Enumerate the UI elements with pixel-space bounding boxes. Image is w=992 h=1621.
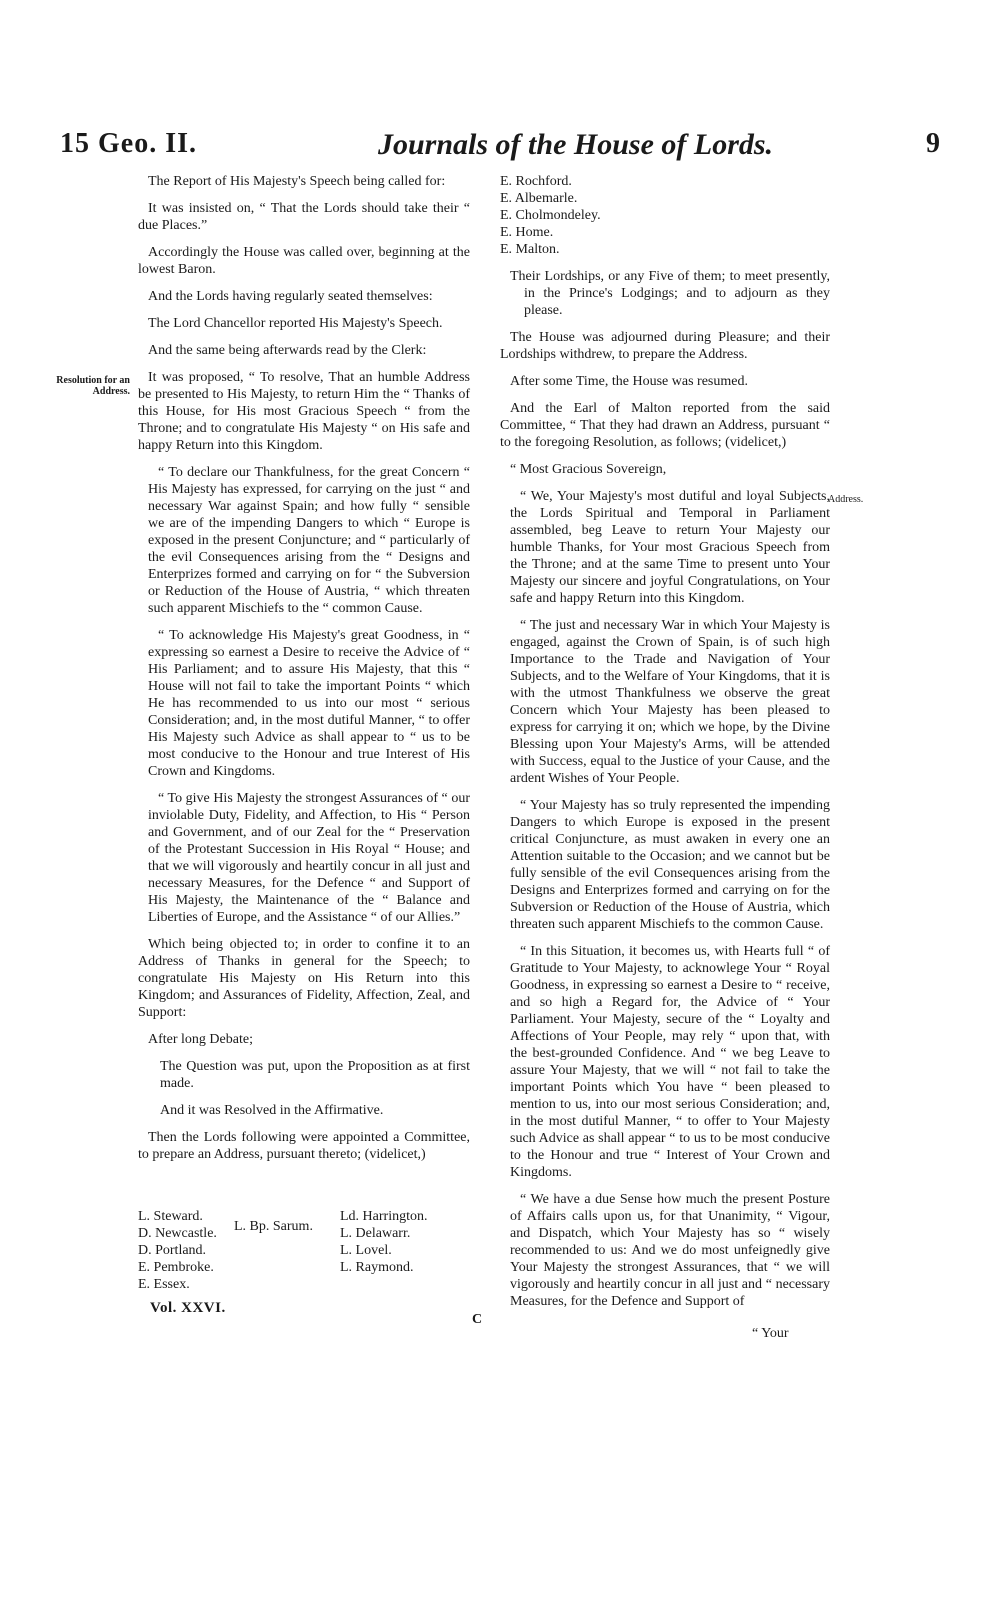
regnal-year: 15 Geo. II. xyxy=(60,128,197,159)
committee-member: E. Albemarle. xyxy=(500,191,578,206)
margin-note-resolution: Resolution for an Address. xyxy=(56,375,130,397)
paragraph: Which being objected to; in order to confine it to an Address of Thanks in general for the Speech; to congratulate His Majesty on His Return into this Kingdom; and Assurances of Fidelity, Affection, Zeal, and Support: xyxy=(138,937,470,1020)
paragraph: And it was Resolved in the Affirmative. xyxy=(160,1103,384,1118)
paragraph: It was insisted on, “ That the Lords should take their “ due Places.” xyxy=(138,201,470,233)
volume-label: Vol. XXVI. xyxy=(150,1300,226,1316)
paragraph: “ We have a due Sense how much the present Posture of Affairs calls upon us, for that Unanimity, “ Vigour, and Dispatch, which Your Majesty has so “ wisely recommended to us: And we do most unfeignedly give Your Majesty the strongest Assurances, that “ we will vigorously and heartily concur in all just and “ necessary Measures, for the Defence and Support of xyxy=(510,1192,830,1309)
paragraph: “ Your Majesty has so truly represented the impending Dangers to which Europe is exposed in the present critical Conjuncture, as must awaken in every one an Attention suitable to the Occasion; and we cannot but be fully sensible of the evil Consequences arising from the Designs and Enterprizes formed and carrying on for the Subversion or Reduction of the House of Austria, which threaten such apparent Mischiefs to the common Cause. xyxy=(510,798,830,932)
page-number: 9 xyxy=(926,128,940,159)
committee-member: E. Malton. xyxy=(500,242,560,257)
paragraph: It was proposed, “ To resolve, That an humble Address be presented to His Majesty, to return Him the “ Thanks of this House, for His most Gracious Speech “ from the Throne; and to congratulate His Majesty “ on His safe and happy Return into this Kingdom. xyxy=(138,370,470,453)
right-column xyxy=(500,173,830,1320)
paragraph: Then the Lords following were appointed a Committee, to prepare an Address, pursuant thereto; (videlicet,) xyxy=(138,1130,470,1162)
committee-member: E. Essex. xyxy=(138,1277,190,1292)
paragraph: And the Earl of Malton reported from the said Committee, “ That they had drawn an Address, pursuant “ to the foregoing Resolution, as follows; (videlicet,) xyxy=(500,401,830,450)
committee-column-2 xyxy=(234,1218,313,1235)
page-title: Journals of the House of Lords. xyxy=(378,128,774,161)
signature-mark: C xyxy=(472,1312,483,1327)
committee-member: E. Home. xyxy=(500,225,554,240)
catchword: “ Your xyxy=(752,1326,789,1341)
paragraph: Accordingly the House was called over, beginning at the lowest Baron. xyxy=(138,245,470,277)
committee-member: E. Pembroke. xyxy=(138,1260,214,1275)
paragraph: “ To acknowledge His Majesty's great Goodness, in “ expressing so earnest a Desire to receive the Advice of “ His Parliament; and to assure His Majesty, that this “ House will not fail to take the important Points “ which He has recommended to us into our most “ serious Consideration; and, in the most dutiful Manner, “ to offer His Majesty such Advice as shall appear to “ us to be most conducive to the Honour and true Interest of His Crown and Kingdoms. xyxy=(148,628,470,779)
paragraph: The House was adjourned during Pleasure; and their Lordships withdrew, to prepare the Address. xyxy=(500,330,830,362)
paragraph: “ To give His Majesty the strongest Assurances of “ our inviolable Duty, Fidelity, and Affection, to His “ Person and Government, and of our Zeal for the “ Preservation of the Protestant Succession in His Royal “ House; and that we will vigorously and heartily concur in all just and necessary Measures, for the Defence “ and Support of His Majesty, the Maintenance of the “ Balance and Liberties of Europe, and the Assistance “ of our Allies.” xyxy=(148,791,470,925)
committee-member: Ld. Harrington. xyxy=(340,1209,428,1224)
committee-member: L. Bp. Sarum. xyxy=(234,1219,313,1234)
paragraph: “ The just and necessary War in which Your Majesty is engaged, against the Crown of Spain, is of such high Importance to the Trade and Navigation of Your Subjects, and to the Welfare of Your Kingdoms, that it is with the utmost Thankfulness we observe the great Concern which Your Majesty has been pleased to express for carrying it on; which we hope, by the Divine Blessing upon Your Majesty's Arms, will be attended with Success, equal to the Justice of your Cause, and the ardent Wishes of Your People. xyxy=(510,618,830,786)
paragraph: And the same being afterwards read by the Clerk: xyxy=(148,343,427,358)
committee-column-1 xyxy=(138,1208,217,1293)
paragraph: The Question was put, upon the Proposition as at first made. xyxy=(160,1059,470,1091)
paragraph: The Report of His Majesty's Speech being called for: xyxy=(148,174,446,189)
committee-member: L. Delawarr. xyxy=(340,1226,411,1241)
committee-member: D. Newcastle. xyxy=(138,1226,217,1241)
committee-member: E. Rochford. xyxy=(500,174,572,189)
earls-list xyxy=(500,173,830,258)
paragraph: Their Lordships, or any Five of them; to meet presently, in the Prince's Lodgings; and to adjourn as they please. xyxy=(510,269,830,318)
committee-member: E. Cholmondeley. xyxy=(500,208,601,223)
paragraph: “ To declare our Thankfulness, for the great Concern “ His Majesty has expressed, for carrying on the just “ and necessary War against Spain; and how fully “ sensible we are of the impending Dangers to which “ Europe is exposed in the present Conjuncture; and “ particularly of the evil Consequences arising from the “ Designs and Enterprizes formed and carrying on for “ the Subversion or Reduction of the House of Austria, “ which threaten such apparent Mischiefs to the “ common Cause. xyxy=(148,465,470,616)
left-column xyxy=(138,173,470,1173)
salutation: “ Most Gracious Sovereign, xyxy=(510,462,667,477)
committee-member: D. Portland. xyxy=(138,1243,207,1258)
paragraph: “ We, Your Majesty's most dutiful and loyal Subjects, the Lords Spiritual and Temporal in Parliament assembled, beg Leave to return Your Majesty our humble Thanks, for Your most Gracious Speech from the Throne; and at the same Time to present unto Your Majesty our sincere and joyful Congratulations, on Your safe and happy Return into this Kingdom. xyxy=(510,489,830,606)
committee-member: L. Lovel. xyxy=(340,1243,392,1258)
committee-column-3 xyxy=(340,1208,427,1276)
paragraph: And the Lords having regularly seated themselves: xyxy=(148,289,433,304)
committee-member: L. Steward. xyxy=(138,1209,203,1224)
paragraph: After long Debate; xyxy=(148,1032,253,1047)
paragraph: The Lord Chancellor reported His Majesty's Speech. xyxy=(148,316,443,331)
running-header xyxy=(60,128,940,168)
margin-note-address: Address. xyxy=(828,494,864,505)
paragraph: “ In this Situation, it becomes us, with Hearts full “ of Gratitude to Your Majesty, to acknowlege Your “ Royal Goodness, in expressing so earnest a Desire to “ receive, and so high a Regard for, the Advice of “ Your Parliament. Your Majesty, secure of the “ Loyalty and Affections of Your People, may rely “ upon that, with the best-grounded Confidence. And “ we beg Leave to assure Your Majesty, that we will “ not fail to take the important Points which You have “ been pleased to mention to us, into our most serious Consideration; and, in the most dutiful Manner, “ to offer to Your Majesty such Advice as shall appear “ to us to be most conducive to the Honour and true “ Interest of Your Crown and Kingdoms. xyxy=(510,944,830,1180)
paragraph: After some Time, the House was resumed. xyxy=(510,374,748,389)
committee-member: L. Raymond. xyxy=(340,1260,414,1275)
